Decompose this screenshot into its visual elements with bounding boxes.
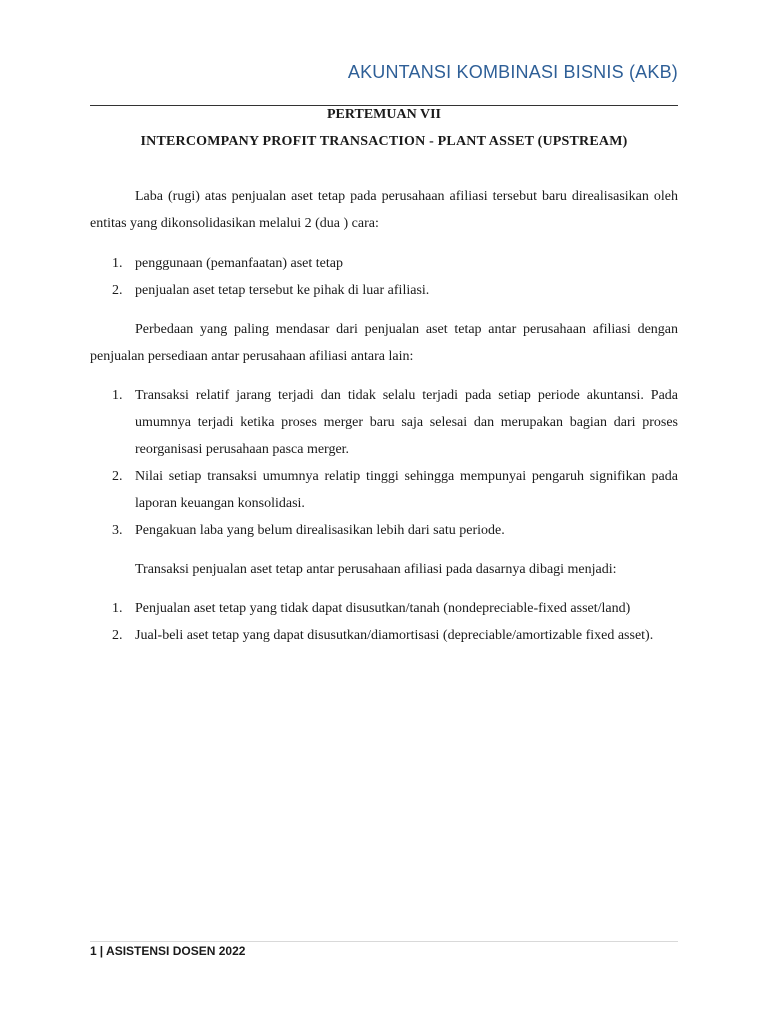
footer-divider (90, 941, 678, 942)
list-item (90, 517, 678, 544)
list-item-text: Penjualan aset tetap yang tidak dapat disusutkan/tanah (nondepreciable-fixed asset/land) (135, 601, 631, 616)
categories-list (90, 595, 678, 649)
header-divider (90, 105, 678, 106)
meeting-title: PERTEMUAN VII (327, 107, 441, 122)
paragraph-differences (90, 316, 678, 370)
paragraph-text: Perbedaan yang paling mendasar dari penjualan aset tetap antar perusahaan afiliasi dengan penjualan persediaan antar perusahaan afiliasi antara lain: (90, 322, 678, 364)
paragraph-intro (90, 183, 678, 237)
list-item (90, 382, 678, 463)
list-item-text: penggunaan (pemanfaatan) aset tetap (135, 256, 343, 271)
page-footer (90, 944, 245, 958)
paragraph-text: Transaksi penjualan aset tetap antar perusahaan afiliasi pada dasarnya dibagi menjadi: (135, 562, 617, 577)
list-item-text: Jual-beli aset tetap yang dapat disusutkan/diamortisasi (depreciable/amortizable fixed asset). (135, 628, 654, 643)
list-item-text: Nilai setiap transaksi umumnya relatip tinggi sehingga mempunyai pengaruh signifikan pada laporan keuangan konsolidasi. (135, 469, 678, 511)
list-item (90, 622, 678, 649)
list-item-text: Pengakuan laba yang belum direalisasikan lebih dari satu periode. (135, 523, 505, 538)
paragraph-categories (90, 556, 678, 583)
list-item-text: Transaksi relatif jarang terjadi dan tidak selalu terjadi pada setiap periode akuntansi. Pada umumnya terjadi ketika proses merger baru saja selesai dan merupakan bagian dari proses reorganisasi perusahaan pasca merger. (135, 388, 678, 457)
document-subtitle: INTERCOMPANY PROFIT TRANSACTION - PLANT ASSET (UPSTREAM) (140, 134, 628, 149)
list-item (90, 595, 678, 622)
list-number: 1. (112, 601, 123, 616)
list-number: 3. (112, 523, 123, 538)
list-number: 2. (112, 283, 123, 298)
realization-methods-list (90, 250, 678, 304)
list-number: 2. (112, 469, 123, 484)
paragraph-text: Laba (rugi) atas penjualan aset tetap pada perusahaan afiliasi tersebut baru direalisasikan oleh entitas yang dikonsolidasikan melalui 2 (dua ) cara: (90, 189, 678, 231)
list-item (90, 250, 678, 277)
list-number: 1. (112, 256, 123, 271)
list-item-text: penjualan aset tetap tersebut ke pihak di luar afiliasi. (135, 283, 430, 298)
list-number: 1. (112, 388, 123, 403)
footer-separator: | (99, 944, 104, 958)
footer-text: ASISTENSI DOSEN 2022 (106, 944, 246, 958)
list-item (90, 277, 678, 304)
header-title: AKUNTANSI KOMBINASI BISNIS (AKB) (347, 62, 678, 82)
differences-list (90, 382, 678, 544)
list-item (90, 463, 678, 517)
list-number: 2. (112, 628, 123, 643)
page-number: 1 (90, 944, 97, 958)
